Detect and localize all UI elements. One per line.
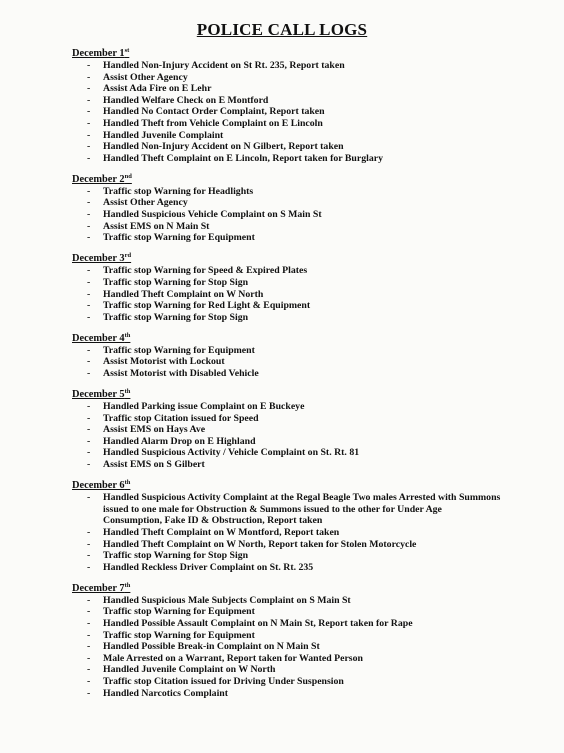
entry-list (72, 595, 542, 699)
day-section (72, 174, 542, 244)
log-entry-text: Handled Reckless Driver Complaint on St. Rt. 235 (103, 561, 314, 573)
log-entry (72, 436, 542, 448)
log-entry (72, 95, 542, 107)
log-entry-text: Traffic stop Warning for Equipment (103, 232, 255, 244)
log-entry-text: Handled No Contact Order Complaint, Report taken (103, 106, 325, 118)
log-entry-text: Traffic stop Warning for Stop Sign (103, 550, 249, 562)
log-entry (72, 401, 542, 413)
log-entry (72, 618, 542, 630)
log-entry-text: Handled Suspicious Activity Complaint at the Regal Beagle Two males Arrested with Summons issued to one male for Obstruction & Summons issued to the other for Under Age Consumption, Fake ID & Obstruction, Report taken (103, 492, 501, 527)
log-entry (72, 595, 542, 607)
bullet-dash: - (87, 412, 91, 424)
log-entry (72, 221, 542, 233)
log-entry-text: Handled Suspicious Male Subjects Complaint on S Main St (103, 594, 351, 606)
log-entry (72, 413, 542, 425)
log-entry-text: Handled Parking issue Complaint on E Buckeye (103, 401, 305, 413)
log-entry (72, 72, 542, 84)
log-entry (72, 118, 542, 130)
log-entry (72, 186, 542, 198)
bullet-dash: - (87, 288, 91, 300)
log-entry (72, 653, 542, 665)
log-entry (72, 630, 542, 642)
log-entry (72, 606, 542, 618)
log-entry (72, 277, 542, 289)
bullet-dash: - (87, 71, 91, 83)
bullet-dash: - (87, 617, 91, 629)
bullet-dash: - (87, 311, 91, 323)
log-entry (72, 60, 542, 72)
log-entry-text: Handled Theft Complaint on W North (103, 288, 264, 300)
log-entry-text: Assist EMS on S Gilbert (103, 459, 205, 471)
bullet-dash: - (87, 117, 91, 129)
log-entry (72, 232, 542, 244)
bullet-dash: - (87, 538, 91, 550)
log-entry-text: Handled Theft Complaint on W North, Report taken for Stolen Motorcycle (103, 538, 417, 550)
day-label: December 3 (72, 253, 125, 265)
log-entry (72, 550, 542, 562)
log-entry-text: Assist Motorist with Lockout (103, 356, 225, 368)
log-entry (72, 153, 542, 165)
day-ordinal-suffix: nd (124, 172, 132, 180)
page-title: POLICE CALL LOGS (196, 20, 368, 39)
entry-list (72, 186, 542, 244)
log-entry-text: Handled Non-Injury Accident on St Rt. 235, Report taken (103, 60, 345, 71)
day-label: December 7 (72, 582, 125, 594)
log-entry-text: Assist Ada Fire on E Lehr (103, 83, 212, 95)
log-entry-text: Handled Suspicious Activity / Vehicle Complaint on St. Rt. 81 (103, 447, 360, 459)
log-entry-text: Traffic stop Warning for Stop Sign (103, 276, 249, 288)
log-entry-text: Handled Juvenile Complaint (103, 129, 224, 141)
log-entry (72, 527, 542, 539)
bullet-dash: - (87, 401, 91, 413)
day-ordinal-suffix: th (124, 331, 131, 339)
day-ordinal-suffix: th (124, 388, 131, 396)
log-entry (72, 424, 542, 436)
bullet-dash: - (87, 424, 91, 436)
bullet-dash: - (87, 687, 91, 699)
log-entry-text: Traffic stop Warning for Equipment (103, 344, 255, 356)
day-ordinal-suffix: st (124, 47, 130, 54)
bullet-dash: - (87, 209, 91, 221)
bullet-dash: - (87, 300, 91, 312)
day-label: December 4 (72, 332, 125, 344)
log-entry (72, 688, 542, 700)
log-entry-text: Traffic stop Warning for Equipment (103, 629, 255, 641)
log-entry (72, 83, 542, 95)
bullet-dash: - (87, 675, 91, 687)
bullet-dash: - (87, 629, 91, 641)
log-entry (72, 368, 542, 380)
log-entry-text: Handled Welfare Check on E Montford (103, 94, 269, 106)
bullet-dash: - (87, 276, 91, 288)
log-entry-text: Assist EMS on N Main St (103, 220, 210, 232)
log-entry (72, 130, 542, 142)
day-heading (72, 48, 542, 60)
log-entry (72, 492, 542, 527)
day-section (72, 583, 542, 699)
bullet-dash: - (87, 344, 91, 356)
log-entry-text: Handled Non-Injury Accident on N Gilbert, Report taken (103, 141, 344, 153)
log-entry-text: Traffic stop Warning for Headlights (103, 185, 254, 197)
day-ordinal-suffix: rd (124, 252, 132, 260)
log-entry (72, 356, 542, 368)
entry-list (72, 345, 542, 380)
bullet-dash: - (87, 367, 91, 379)
day-section (72, 48, 542, 164)
log-entry-text: Handled Juvenile Complaint on W North (103, 664, 276, 676)
day-section (72, 480, 542, 573)
bullet-dash: - (87, 152, 91, 164)
day-label: December 5 (72, 389, 125, 401)
log-entry-text: Handled Theft from Vehicle Complaint on E Lincoln (103, 117, 323, 129)
entry-list (72, 265, 542, 323)
log-entry-text: Traffic stop Citation issued for Driving Under Suspension (103, 675, 344, 687)
bullet-dash: - (87, 652, 91, 664)
log-entry-text: Handled Suspicious Vehicle Complaint on S Main St (103, 209, 322, 221)
log-entry (72, 345, 542, 357)
bullet-dash: - (87, 561, 91, 573)
log-entry-text: Traffic stop Warning for Speed & Expired Plates (103, 265, 308, 277)
call-log-list (72, 48, 542, 709)
day-heading (72, 253, 542, 265)
bullet-dash: - (87, 606, 91, 618)
log-entry (72, 312, 542, 324)
log-entry-text: Traffic stop Warning for Red Light & Equipment (103, 300, 311, 312)
bullet-dash: - (87, 447, 91, 459)
bullet-dash: - (87, 550, 91, 562)
bullet-dash: - (87, 197, 91, 209)
log-entry-text: Handled Theft Complaint on W Montford, Report taken (103, 526, 340, 538)
log-entry (72, 300, 542, 312)
day-heading (72, 583, 542, 595)
log-entry (72, 106, 542, 118)
log-entry (72, 562, 542, 574)
bullet-dash: - (87, 141, 91, 153)
log-entry (72, 209, 542, 221)
log-entry (72, 641, 542, 653)
bullet-dash: - (87, 232, 91, 244)
bullet-dash: - (87, 106, 91, 118)
bullet-dash: - (87, 459, 91, 471)
log-entry (72, 447, 542, 459)
log-entry-text: Traffic stop Warning for Equipment (103, 606, 255, 618)
log-entry-text: Handled Possible Assault Complaint on N Main St, Report taken for Rape (103, 617, 413, 629)
log-entry-text: Traffic stop Warning for Stop Sign (103, 311, 249, 323)
bullet-dash: - (87, 220, 91, 232)
day-label: December 1 (72, 48, 125, 59)
day-label: December 2 (72, 173, 125, 185)
bullet-dash: - (87, 641, 91, 653)
entry-list (72, 60, 542, 164)
log-entry (72, 676, 542, 688)
day-label: December 6 (72, 480, 125, 492)
log-entry-text: Handled Possible Break-in Complaint on N Main St (103, 641, 320, 653)
day-ordinal-suffix: th (124, 581, 131, 589)
bullet-dash: - (87, 356, 91, 368)
bullet-dash: - (87, 435, 91, 447)
bullet-dash: - (87, 83, 91, 95)
log-entry (72, 265, 542, 277)
log-entry-text: Traffic stop Citation issued for Speed (103, 412, 259, 424)
bullet-dash: - (87, 129, 91, 141)
bullet-dash: - (87, 60, 91, 71)
log-entry-text: Assist Other Agency (103, 71, 188, 83)
log-entry (72, 664, 542, 676)
log-entry-text: Handled Narcotics Complaint (103, 687, 229, 699)
bullet-dash: - (87, 492, 91, 504)
day-section (72, 253, 542, 323)
bullet-dash: - (87, 94, 91, 106)
bullet-dash: - (87, 185, 91, 197)
log-entry (72, 197, 542, 209)
bullet-dash: - (87, 594, 91, 606)
log-entry-text: Assist Other Agency (103, 197, 188, 209)
bullet-dash: - (87, 265, 91, 277)
log-entry-text: Handled Theft Complaint on E Lincoln, Report taken for Burglary (103, 152, 383, 164)
day-heading (72, 480, 542, 492)
entry-list (72, 492, 542, 573)
bullet-dash: - (87, 526, 91, 538)
day-heading (72, 389, 542, 401)
log-entry (72, 459, 542, 471)
log-entry-text: Assist Motorist with Disabled Vehicle (103, 367, 259, 379)
day-ordinal-suffix: th (124, 479, 131, 487)
log-entry-text: Male Arrested on a Warrant, Report taken for Wanted Person (103, 652, 363, 664)
bullet-dash: - (87, 664, 91, 676)
day-heading (72, 333, 542, 345)
day-section (72, 333, 542, 380)
log-entry (72, 539, 542, 551)
log-entry-text: Handled Alarm Drop on E Highland (103, 435, 256, 447)
day-heading (72, 174, 542, 186)
entry-list (72, 401, 542, 471)
log-entry-text: Assist EMS on Hays Ave (103, 424, 206, 436)
day-section (72, 389, 542, 471)
log-entry (72, 141, 542, 153)
log-entry (72, 289, 542, 301)
